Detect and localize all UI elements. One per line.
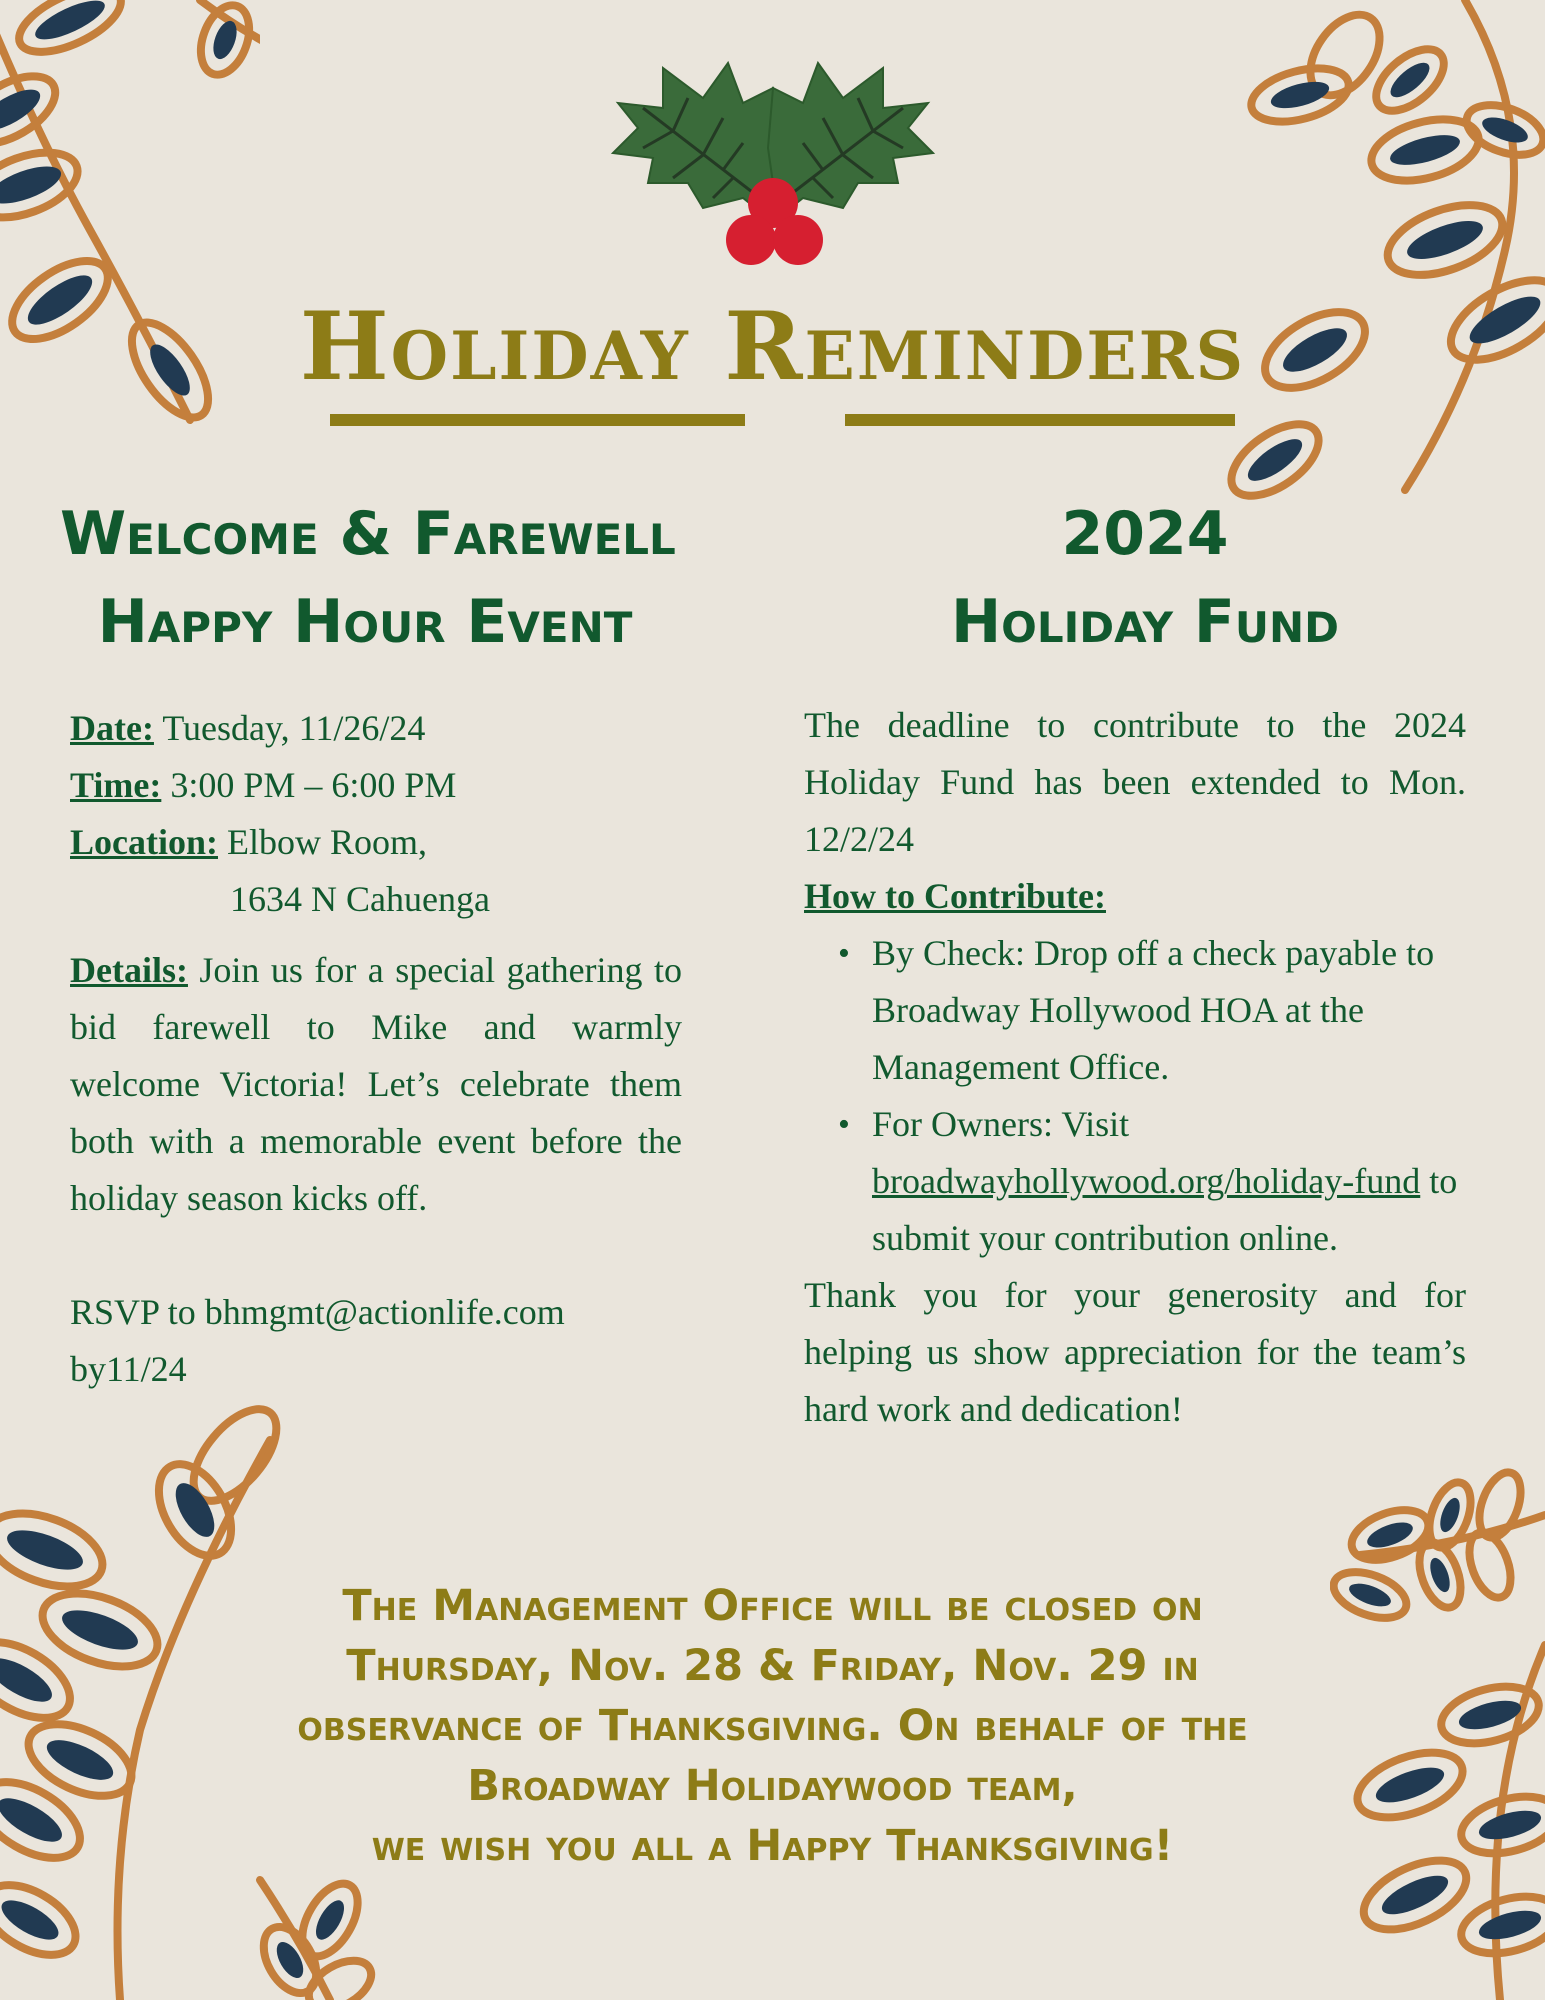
holiday-fund-link[interactable]: broadwayhollywood.org/holiday-fund bbox=[872, 1161, 1421, 1201]
time-value: 3:00 PM – 6:00 PM bbox=[170, 765, 457, 805]
bullet2-suffix: to submit your contribution online. bbox=[872, 1161, 1458, 1258]
bullet2-prefix: For Owners: Visit bbox=[872, 1104, 1130, 1144]
list-item-online bbox=[872, 1096, 1466, 1267]
event-details-text bbox=[70, 942, 682, 1227]
time-label: Time: bbox=[70, 765, 162, 805]
event-heading-line2: Happy Hour Event bbox=[97, 587, 633, 657]
closure-line4: Broadway Holidaywood team, bbox=[467, 1761, 1078, 1811]
contribution-list bbox=[804, 925, 1466, 1267]
fund-details bbox=[804, 697, 1466, 1438]
details-label: Details: bbox=[70, 950, 188, 990]
vine-icon-bottom-right bbox=[1330, 1465, 1545, 2000]
closure-line3: observance of Thanksgiving. On behalf of the bbox=[297, 1701, 1248, 1751]
location-line2: 1634 N Cahuenga bbox=[230, 879, 490, 919]
list-item-check: • By Check: Drop off a check payable to Broadway Hollywood HOA at the Management Office. bbox=[872, 925, 1466, 1096]
event-details bbox=[70, 700, 682, 1398]
vine-icon-top-right bbox=[1205, 0, 1545, 520]
fund-heading bbox=[830, 490, 1460, 666]
rsvp-line1: RSVP to bhmgmt@actionlife.com bbox=[70, 1292, 565, 1332]
details-text: Join us for a special gathering to bid farewell to Mike and warmly welcome Victoria! Let’s celebrate them both with a memorable event before the holiday season kicks off. bbox=[70, 950, 682, 1218]
title-underline-right bbox=[845, 414, 1235, 426]
event-heading bbox=[60, 490, 676, 666]
closure-notice bbox=[280, 1576, 1265, 1876]
title-underline-left bbox=[330, 414, 745, 426]
closure-line2: Thursday, Nov. 28 & Friday, Nov. 29 in bbox=[346, 1641, 1199, 1691]
closure-line1: The Management Office will be closed on bbox=[342, 1581, 1203, 1631]
how-to-contribute-label: How to Contribute: bbox=[804, 876, 1106, 916]
closure-line5: we wish you all a Happy Thanksgiving! bbox=[371, 1821, 1174, 1871]
location-line1: Elbow Room, bbox=[227, 822, 428, 862]
location-label: Location: bbox=[70, 822, 218, 862]
date-label: Date: bbox=[70, 708, 154, 748]
fund-intro: The deadline to contribute to the 2024 Holiday Fund has been extended to Mon. 12/2/24 bbox=[804, 705, 1466, 859]
date-value: Tuesday, 11/26/24 bbox=[162, 708, 426, 748]
event-date bbox=[70, 700, 682, 757]
rsvp-line2: by11/24 bbox=[70, 1349, 187, 1389]
fund-thanks: Thank you for your generosity and for helping us show appreciation for the team’s hard work and dedication! bbox=[804, 1275, 1466, 1429]
event-heading-line1: Welcome & Farewell bbox=[60, 499, 676, 569]
holly-icon bbox=[593, 58, 953, 273]
fund-heading-line1: 2024 bbox=[1061, 499, 1229, 569]
fund-heading-line2: Holiday Fund bbox=[950, 587, 1340, 657]
event-time bbox=[70, 757, 682, 814]
event-location bbox=[70, 814, 682, 871]
page-title: Holiday Reminders bbox=[299, 292, 1246, 402]
